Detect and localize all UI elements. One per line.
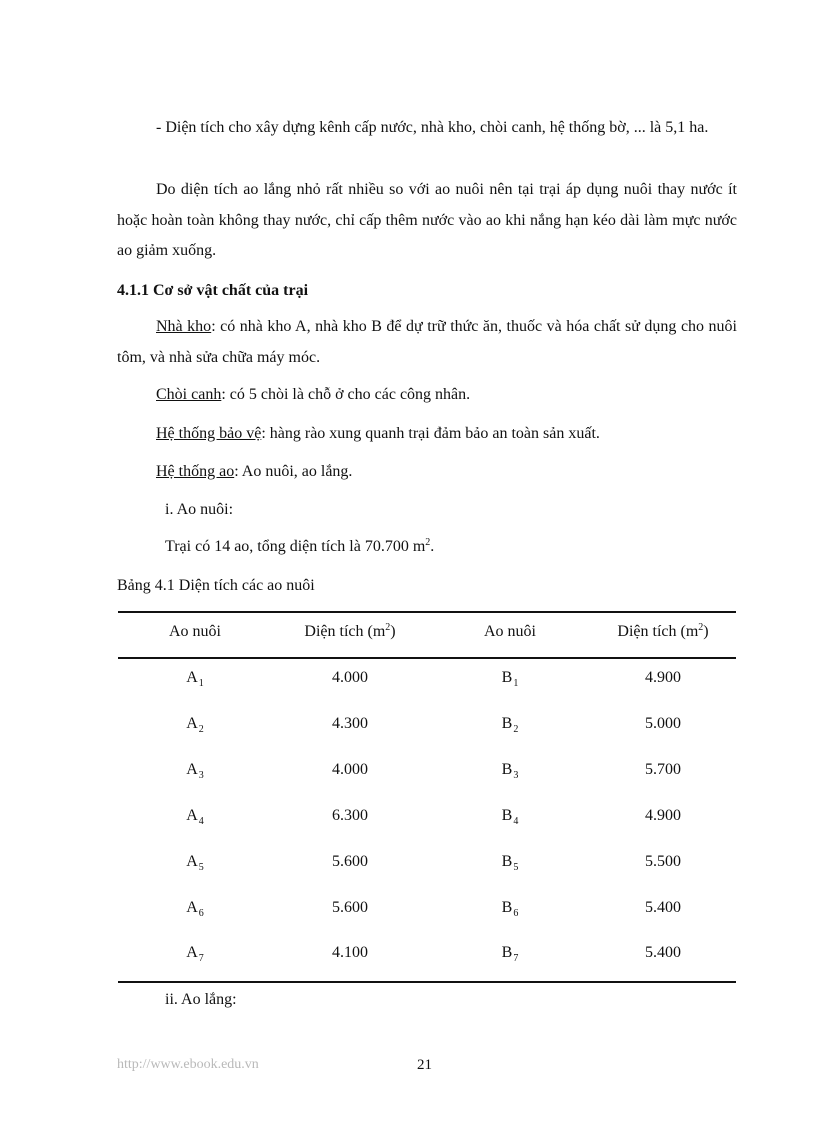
pond-b-area: 5.400 xyxy=(645,899,681,916)
section-heading: 4.1.1 Cơ sở vật chất của trại xyxy=(117,282,309,299)
header-area-b-end: ) xyxy=(703,623,709,640)
pond-a-area: 4.100 xyxy=(332,944,368,961)
pond-a-area: 4.000 xyxy=(332,669,368,686)
pond-letter: A xyxy=(186,669,198,686)
pond-letter: B xyxy=(501,807,513,824)
warehouse-text: : có nhà kho A, nhà kho B để dự trữ thức ăn, thuốc và hóa chất sử dụng cho nuôi tôm, và nhà sửa chữa máy móc. xyxy=(117,318,738,366)
pond-a-name xyxy=(145,806,245,828)
header-area-a-text: Diện tích (m xyxy=(304,623,386,640)
pond-subscript: 7 xyxy=(198,953,204,964)
page-number: 21 xyxy=(417,1057,432,1073)
header-area-a xyxy=(300,622,400,642)
pond-a-area: 6.300 xyxy=(332,807,368,824)
pond-letter: A xyxy=(186,944,198,961)
header-area-a-sup: 2 xyxy=(385,622,391,633)
pond-letter: A xyxy=(186,761,198,778)
list-item-grow-out-ponds: i. Ao nuôi: xyxy=(165,501,234,518)
hut-text: : có 5 chòi là chỗ ở cho các công nhân. xyxy=(221,386,471,403)
security-text: : hàng rào xung quanh trại đảm bảo an toàn sản xuất. xyxy=(261,425,600,442)
pond-b-name xyxy=(460,714,560,736)
list-item-settling-ponds: ii. Ao lắng: xyxy=(165,991,237,1008)
pond-letter: A xyxy=(186,899,198,916)
pond-b-area: 5.400 xyxy=(645,944,681,961)
pond-letter: B xyxy=(501,761,513,778)
pond-subscript: 1 xyxy=(513,678,519,689)
pond-a-name xyxy=(145,760,245,782)
ponds-text: : Ao nuôi, ao lắng. xyxy=(234,463,353,480)
pond-letter: A xyxy=(186,715,198,732)
pond-subscript: 5 xyxy=(513,862,519,873)
ponds-label: Hệ thống ao xyxy=(156,463,235,480)
footer-url-link[interactable]: http://www.ebook.edu.vn xyxy=(117,1057,259,1072)
pond-b-name xyxy=(460,943,560,965)
pond-letter: A xyxy=(186,807,198,824)
pond-b-name xyxy=(460,898,560,920)
pond-subscript: 5 xyxy=(198,862,204,873)
pond-b-name xyxy=(460,760,560,782)
pond-b-name xyxy=(460,668,560,690)
pond-a-name xyxy=(145,943,245,965)
table-top-rule xyxy=(118,611,736,613)
warehouse-label: Nhà kho xyxy=(156,318,212,335)
pond-subscript: 2 xyxy=(513,724,519,735)
header-area-b xyxy=(613,622,713,642)
paragraph-warehouse xyxy=(117,312,737,373)
paragraph-water-exchange: Do diện tích ao lắng nhỏ rất nhiều so với ao nuôi nên tại trại áp dụng nuôi thay nước ít hoặc hoàn toàn không thay nước, chỉ cấp thêm nước vào ao khi nắng hạn kéo dài làm mực nước ao giảm xuống. xyxy=(117,181,737,259)
pond-b-area: 5.000 xyxy=(645,715,681,732)
pond-a-area: 4.300 xyxy=(332,715,368,732)
pond-b-area: 5.500 xyxy=(645,853,681,870)
header-area-b-sup: 2 xyxy=(698,622,704,633)
header-pond-a: Ao nuôi xyxy=(169,623,221,640)
paragraph-construction-area: - Diện tích cho xây dựng kênh cấp nước, nhà kho, chòi canh, hệ thống bờ, ... là 5,1 ha. xyxy=(156,119,709,136)
pond-subscript: 3 xyxy=(198,770,204,781)
pond-subscript: 3 xyxy=(513,770,519,781)
pond-subscript: 6 xyxy=(198,908,204,919)
pond-subscript: 4 xyxy=(513,816,519,827)
pond-a-area: 5.600 xyxy=(332,899,368,916)
pond-subscript: 1 xyxy=(198,678,204,689)
pond-a-area: 4.000 xyxy=(332,761,368,778)
pond-letter: B xyxy=(501,853,513,870)
pond-letter: A xyxy=(186,853,198,870)
ponds-summary-text: Trại có 14 ao, tổng diện tích là 70.700 m xyxy=(165,538,426,555)
ponds-summary-superscript: 2 xyxy=(425,537,431,548)
pond-letter: B xyxy=(501,669,513,686)
paragraph-huts xyxy=(156,385,470,405)
security-label: Hệ thống bảo vệ xyxy=(156,425,262,442)
header-pond-b: Ao nuôi xyxy=(484,623,536,640)
pond-a-area: 5.600 xyxy=(332,853,368,870)
pond-letter: B xyxy=(501,944,513,961)
pond-a-name xyxy=(145,714,245,736)
hut-label: Chòi canh xyxy=(156,386,222,403)
table-header-rule xyxy=(118,657,736,659)
pond-a-name xyxy=(145,852,245,874)
paragraph-pond-system xyxy=(156,462,352,482)
pond-a-name xyxy=(145,898,245,920)
pond-b-area: 4.900 xyxy=(645,669,681,686)
table-bottom-rule xyxy=(118,981,736,983)
header-area-b-text: Diện tích (m xyxy=(617,623,699,640)
paragraph-security xyxy=(156,424,600,444)
pond-b-name xyxy=(460,806,560,828)
pond-subscript: 4 xyxy=(198,816,204,827)
pond-b-area: 5.700 xyxy=(645,761,681,778)
pond-letter: B xyxy=(501,715,513,732)
pond-subscript: 7 xyxy=(513,953,519,964)
table-caption: Bảng 4.1 Diện tích các ao nuôi xyxy=(117,577,315,594)
pond-letter: B xyxy=(501,899,513,916)
header-area-a-end: ) xyxy=(390,623,396,640)
pond-a-name xyxy=(145,668,245,690)
ponds-summary-end: . xyxy=(430,538,435,555)
pond-subscript: 2 xyxy=(198,724,204,735)
pond-b-name xyxy=(460,852,560,874)
ponds-summary xyxy=(165,537,434,557)
pond-b-area: 4.900 xyxy=(645,807,681,824)
pond-subscript: 6 xyxy=(513,908,519,919)
